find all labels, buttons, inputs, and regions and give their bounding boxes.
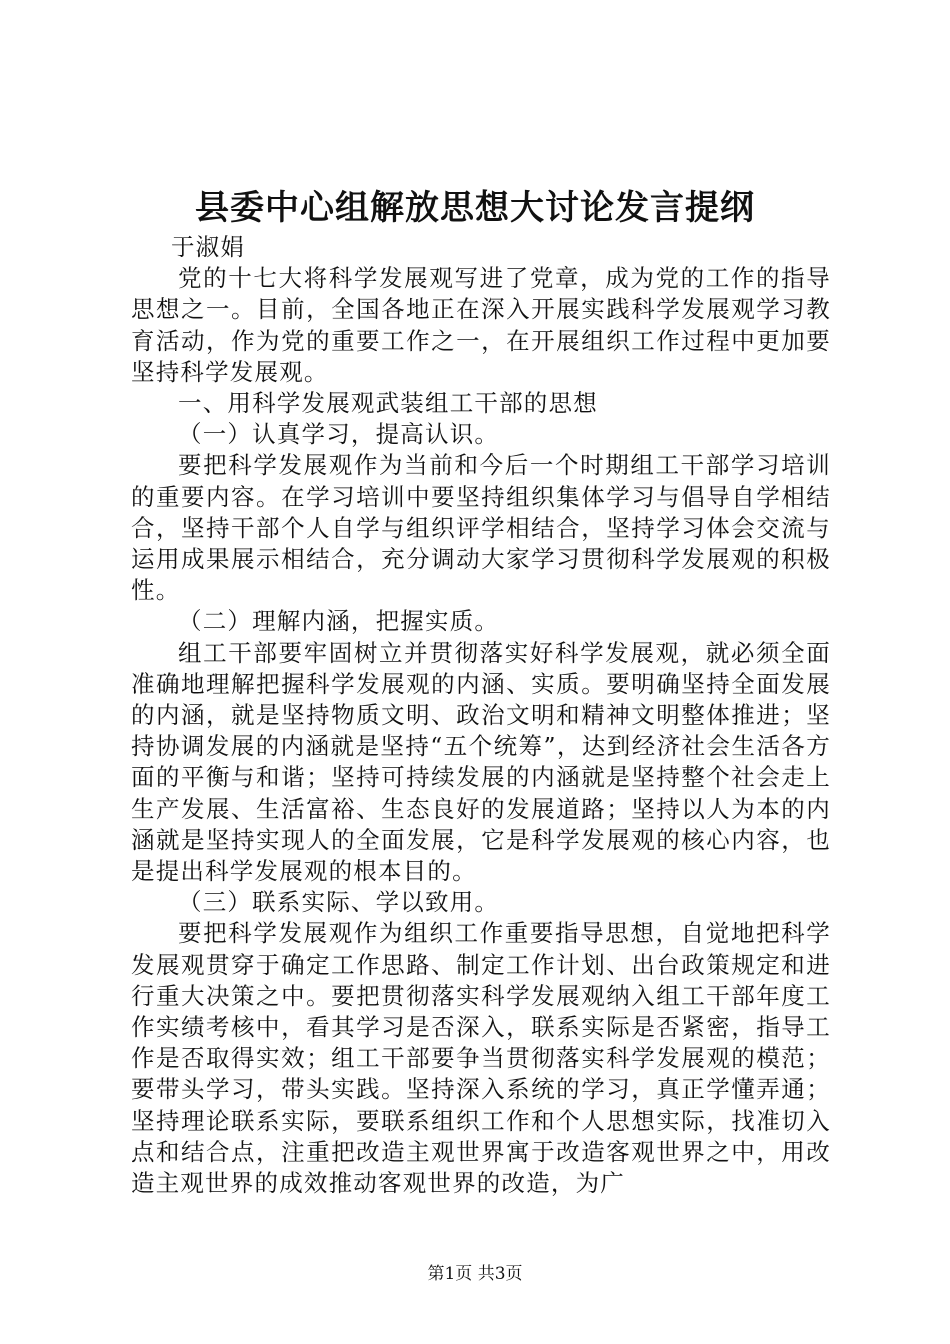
page-footer: 第1页 共3页	[427, 1264, 523, 1284]
paragraph-study: 要把科学发展观作为当前和今后一个时期组工干部学习培训的重要内容。在学习培训中要坚持组织集体学习与倡导自学相结合，坚持干部个人自学与组织评学相结合，坚持学习体会交流与运用成果展示相结合，充分调动大家学习贯彻科学发展观的积极性。	[131, 451, 831, 605]
document-body	[131, 232, 831, 1199]
paragraph-connotation: 组工干部要牢固树立并贯彻落实好科学发展观，就必须全面准确地理解把握科学发展观的内涵、实质。要明确坚持全面发展的内涵，就是坚持物质文明、政治文明和精神文明整体推进；坚持协调发展的内涵就是坚持“五个统筹”，达到经济社会生活各方面的平衡与和谐；坚持可持续发展的内涵就是坚持整个社会走上生产发展、生活富裕、生态良好的发展道路；坚持以人为本的内涵就是坚持实现人的全面发展，它是科学发展观的核心内容，也是提出科学发展观的根本目的。	[131, 638, 831, 886]
author-name: 于淑娟	[170, 233, 246, 261]
section-heading-1: 一、用科学发展观武装组工干部的思想	[178, 389, 598, 418]
subsection-heading-1: （一）认真学习，提高认识。	[178, 420, 500, 449]
document-title: 县委中心组解放思想大讨论发言提纲	[195, 188, 755, 228]
paragraph-practice: 要把科学发展观作为组织工作重要指导思想，自觉地把科学发展观贯穿于确定工作思路、制定工作计划、出台政策规定和进行重大决策之中。要把贯彻落实科学发展观纳入组工干部年度工作实绩考核中，看其学习是否深入，联系实际是否紧密，指导工作是否取得实效；组工干部要争当贯彻落实科学发展观的模范；要带头学习，带头实践。坚持深入系统的学习，真正学懂弄通；坚持理论联系实际，要联系组织工作和个人思想实际，找准切入点和结合点，注重把改造主观世界寓于改造客观世界之中，用改造主观世界的成效推动客观世界的改造，为广	[131, 919, 831, 1198]
paragraph-intro: 党的十七大将科学发展观写进了党章，成为党的工作的指导思想之一。目前，全国各地正在深入开展实践科学发展观学习教育活动，作为党的重要工作之一，在开展组织工作过程中更加要坚持科学发展观。	[131, 264, 831, 386]
subsection-heading-2: （二）理解内涵，把握实质。	[178, 607, 500, 636]
subsection-heading-3: （三）联系实际、学以致用。	[178, 888, 500, 917]
